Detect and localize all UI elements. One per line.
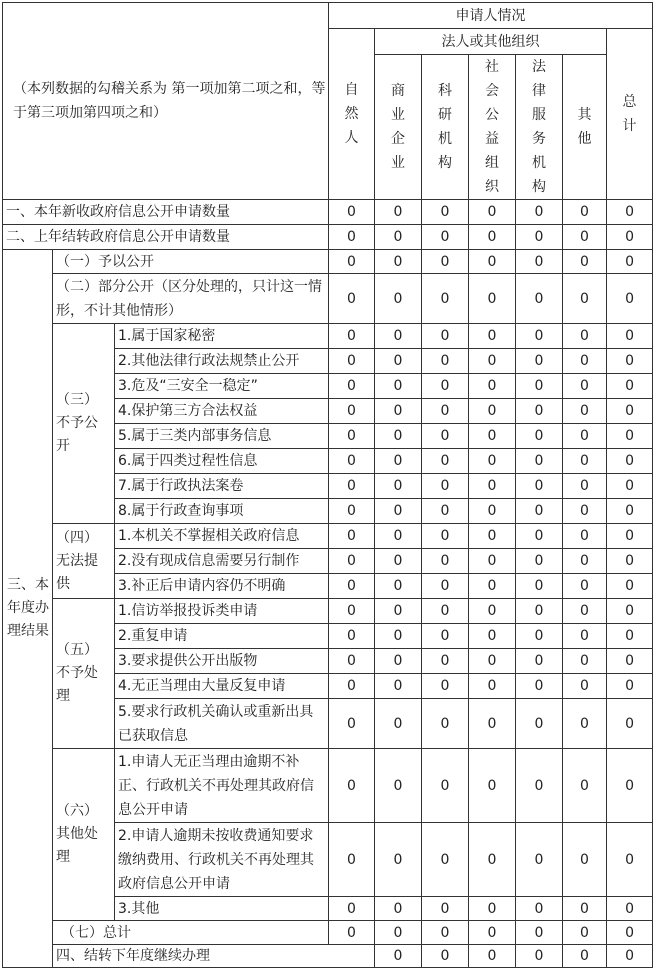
value-cell: 0 bbox=[329, 200, 375, 225]
value-cell: 0 bbox=[375, 424, 422, 449]
value-cell: 0 bbox=[516, 374, 563, 399]
table-row bbox=[3, 200, 653, 225]
value-cell: 0 bbox=[469, 674, 516, 699]
item-label: 4.无正当理由大量反复申请 bbox=[115, 674, 329, 699]
value-cell: 0 bbox=[607, 674, 653, 699]
value-cell: 0 bbox=[516, 897, 563, 921]
value-cell: 0 bbox=[563, 945, 607, 968]
value-cell: 0 bbox=[607, 225, 653, 250]
value-cell: 0 bbox=[375, 699, 422, 749]
value-cell: 0 bbox=[329, 374, 375, 399]
value-cell: 0 bbox=[469, 749, 516, 823]
value-cell: 0 bbox=[375, 374, 422, 399]
value-cell: 0 bbox=[607, 324, 653, 349]
value-cell: 0 bbox=[563, 349, 607, 374]
section-processing-results: 三、本年度办理结果 bbox=[3, 250, 53, 968]
item-label: 2.其他法律行政法规禁止公开 bbox=[115, 349, 329, 374]
item-label: 7.属于行政执法案卷 bbox=[115, 474, 329, 499]
value-cell: 0 bbox=[563, 424, 607, 449]
value-cell: 0 bbox=[375, 399, 422, 424]
item-label: 1.信访举报投诉类申请 bbox=[115, 599, 329, 624]
value-cell: 0 bbox=[563, 599, 607, 624]
value-cell: 0 bbox=[422, 424, 469, 449]
value-cell: 0 bbox=[563, 474, 607, 499]
value-cell: 0 bbox=[607, 399, 653, 424]
value-cell: 0 bbox=[329, 699, 375, 749]
value-cell: 0 bbox=[607, 250, 653, 274]
value-cell: 0 bbox=[422, 574, 469, 599]
value-cell: 0 bbox=[516, 399, 563, 424]
item-label: 4.保护第三方合法权益 bbox=[115, 399, 329, 424]
value-cell: 0 bbox=[607, 897, 653, 921]
value-cell: 0 bbox=[516, 549, 563, 574]
value-cell: 0 bbox=[329, 274, 375, 324]
value-cell: 0 bbox=[422, 749, 469, 823]
table-row bbox=[3, 225, 653, 250]
value-cell: 0 bbox=[375, 499, 422, 524]
value-cell: 0 bbox=[375, 897, 422, 921]
value-cell: 0 bbox=[516, 225, 563, 250]
value-cell: 0 bbox=[422, 250, 469, 274]
value-cell: 0 bbox=[516, 823, 563, 897]
value-cell: 0 bbox=[469, 424, 516, 449]
value-cell: 0 bbox=[516, 449, 563, 474]
item-label: 5.属于三类内部事务信息 bbox=[115, 424, 329, 449]
value-cell: 0 bbox=[329, 349, 375, 374]
item-label: 2.没有现成信息需要另行制作 bbox=[115, 549, 329, 574]
value-cell: 0 bbox=[563, 574, 607, 599]
item-label: 3.危及“三安全一稳定” bbox=[115, 374, 329, 399]
value-cell: 0 bbox=[422, 699, 469, 749]
value-cell: 0 bbox=[329, 449, 375, 474]
value-cell: 0 bbox=[563, 399, 607, 424]
value-cell: 0 bbox=[375, 250, 422, 274]
value-cell: 0 bbox=[607, 945, 653, 968]
value-cell: 0 bbox=[329, 624, 375, 649]
value-cell: 0 bbox=[375, 549, 422, 574]
value-cell: 0 bbox=[422, 649, 469, 674]
value-cell: 0 bbox=[329, 474, 375, 499]
calculation-note: （本列数据的勾稽关系为 第一项加第二项之和，等于第三项加第四项之和） bbox=[3, 3, 329, 200]
value-cell: 0 bbox=[607, 749, 653, 823]
section-carry-forward: 四、结转下年度继续办理 bbox=[53, 945, 375, 968]
value-cell: 0 bbox=[329, 649, 375, 674]
value-cell: 0 bbox=[422, 449, 469, 474]
value-cell: 0 bbox=[329, 823, 375, 897]
value-cell: 0 bbox=[469, 274, 516, 324]
value-cell: 0 bbox=[422, 474, 469, 499]
value-cell: 0 bbox=[422, 349, 469, 374]
value-cell: 0 bbox=[329, 599, 375, 624]
value-cell: 0 bbox=[516, 649, 563, 674]
value-cell: 0 bbox=[516, 424, 563, 449]
value-cell: 0 bbox=[516, 624, 563, 649]
value-cell: 0 bbox=[329, 250, 375, 274]
value-cell: 0 bbox=[329, 749, 375, 823]
value-cell: 0 bbox=[329, 524, 375, 549]
table-row bbox=[3, 324, 653, 349]
group-not-disclosed: （三）不予公开 bbox=[53, 324, 115, 524]
value-cell: 0 bbox=[563, 549, 607, 574]
group-subtotal: （七）总计 bbox=[53, 921, 329, 945]
value-cell: 0 bbox=[563, 624, 607, 649]
value-cell: 0 bbox=[563, 897, 607, 921]
value-cell: 0 bbox=[329, 424, 375, 449]
table-row bbox=[3, 749, 653, 823]
col-total: 总计 bbox=[607, 29, 653, 200]
value-cell: 0 bbox=[516, 349, 563, 374]
value-cell: 0 bbox=[607, 649, 653, 674]
value-cell: 0 bbox=[375, 200, 422, 225]
value-cell: 0 bbox=[469, 374, 516, 399]
item-label: 5.要求行政机关确认或重新出具已获取信息 bbox=[115, 699, 329, 749]
value-cell: 0 bbox=[469, 897, 516, 921]
value-cell: 0 bbox=[422, 945, 469, 968]
value-cell: 0 bbox=[607, 499, 653, 524]
section-new-requests: 一、本年新收政府信息公开申请数量 bbox=[3, 200, 329, 225]
group-not-processed: （五）不予处理 bbox=[53, 599, 115, 749]
value-cell: 0 bbox=[563, 250, 607, 274]
value-cell: 0 bbox=[329, 897, 375, 921]
value-cell: 0 bbox=[607, 449, 653, 474]
item-label: 3.要求提供公开出版物 bbox=[115, 649, 329, 674]
value-cell: 0 bbox=[422, 921, 469, 945]
value-cell: 0 bbox=[469, 524, 516, 549]
value-cell: 0 bbox=[563, 449, 607, 474]
col-legal-service: 法律服务机构 bbox=[516, 55, 563, 200]
value-cell: 0 bbox=[607, 921, 653, 945]
value-cell: 0 bbox=[469, 921, 516, 945]
col-natural-person: 自然人 bbox=[329, 29, 375, 200]
value-cell: 0 bbox=[469, 599, 516, 624]
value-cell: 0 bbox=[422, 549, 469, 574]
item-label: 8.属于行政查询事项 bbox=[115, 499, 329, 524]
value-cell: 0 bbox=[607, 524, 653, 549]
value-cell: 0 bbox=[422, 823, 469, 897]
value-cell: 0 bbox=[422, 599, 469, 624]
value-cell: 0 bbox=[329, 324, 375, 349]
item-label: 2.申请人逾期未按收费通知要求缴纳费用、行政机关不再处理其政府信息公开申请 bbox=[115, 823, 329, 897]
value-cell: 0 bbox=[516, 250, 563, 274]
value-cell: 0 bbox=[375, 274, 422, 324]
value-cell: 0 bbox=[607, 823, 653, 897]
value-cell: 0 bbox=[607, 549, 653, 574]
value-cell: 0 bbox=[563, 200, 607, 225]
value-cell: 0 bbox=[469, 474, 516, 499]
item-label: 3.其他 bbox=[115, 897, 329, 921]
value-cell: 0 bbox=[469, 449, 516, 474]
value-cell: 0 bbox=[375, 823, 422, 897]
value-cell: 0 bbox=[516, 474, 563, 499]
value-cell: 0 bbox=[375, 349, 422, 374]
value-cell: 0 bbox=[607, 474, 653, 499]
value-cell: 0 bbox=[516, 945, 563, 968]
value-cell: 0 bbox=[329, 921, 375, 945]
value-cell: 0 bbox=[329, 674, 375, 699]
value-cell: 0 bbox=[422, 674, 469, 699]
value-cell: 0 bbox=[563, 374, 607, 399]
value-cell: 0 bbox=[516, 749, 563, 823]
value-cell: 0 bbox=[563, 225, 607, 250]
item-label: 3.补正后申请内容仍不明确 bbox=[115, 574, 329, 599]
value-cell: 0 bbox=[469, 225, 516, 250]
value-cell: 0 bbox=[329, 549, 375, 574]
value-cell: 0 bbox=[607, 424, 653, 449]
value-cell: 0 bbox=[469, 823, 516, 897]
value-cell: 0 bbox=[607, 699, 653, 749]
value-cell: 0 bbox=[422, 499, 469, 524]
table-row bbox=[3, 524, 653, 549]
value-cell: 0 bbox=[422, 225, 469, 250]
value-cell: 0 bbox=[375, 649, 422, 674]
value-cell: 0 bbox=[422, 200, 469, 225]
value-cell: 0 bbox=[469, 624, 516, 649]
col-commercial: 商业企业 bbox=[375, 55, 422, 200]
value-cell: 0 bbox=[563, 823, 607, 897]
value-cell: 0 bbox=[329, 574, 375, 599]
value-cell: 0 bbox=[516, 200, 563, 225]
col-other: 其他 bbox=[563, 55, 607, 200]
value-cell: 0 bbox=[375, 324, 422, 349]
value-cell: 0 bbox=[422, 374, 469, 399]
value-cell: 0 bbox=[516, 274, 563, 324]
value-cell: 0 bbox=[563, 274, 607, 324]
value-cell: 0 bbox=[422, 524, 469, 549]
value-cell: 0 bbox=[607, 624, 653, 649]
group-unable-to-provide: （四）无法提供 bbox=[53, 524, 115, 599]
value-cell: 0 bbox=[469, 499, 516, 524]
value-cell: 0 bbox=[563, 324, 607, 349]
value-cell: 0 bbox=[607, 200, 653, 225]
value-cell: 0 bbox=[469, 200, 516, 225]
table-row bbox=[3, 921, 653, 945]
value-cell: 0 bbox=[516, 524, 563, 549]
value-cell: 0 bbox=[375, 599, 422, 624]
value-cell: 0 bbox=[469, 649, 516, 674]
value-cell: 0 bbox=[607, 574, 653, 599]
legal-or-other-org-header: 法人或其他组织 bbox=[375, 29, 607, 55]
table-row bbox=[3, 250, 653, 274]
value-cell: 0 bbox=[607, 599, 653, 624]
value-cell: 0 bbox=[422, 399, 469, 424]
value-cell: 0 bbox=[375, 624, 422, 649]
value-cell: 0 bbox=[469, 250, 516, 274]
value-cell: 0 bbox=[607, 374, 653, 399]
group-disclosed: （一）予以公开 bbox=[53, 250, 329, 274]
value-cell: 0 bbox=[375, 945, 422, 968]
item-label: 2.重复申请 bbox=[115, 624, 329, 649]
value-cell: 0 bbox=[375, 921, 422, 945]
table-row bbox=[3, 945, 653, 968]
value-cell: 0 bbox=[563, 649, 607, 674]
value-cell: 0 bbox=[375, 749, 422, 823]
value-cell: 0 bbox=[516, 599, 563, 624]
item-label: 1.属于国家秘密 bbox=[115, 324, 329, 349]
value-cell: 0 bbox=[516, 674, 563, 699]
disclosure-statistics-table bbox=[2, 2, 653, 968]
value-cell: 0 bbox=[375, 449, 422, 474]
value-cell: 0 bbox=[422, 274, 469, 324]
value-cell: 0 bbox=[329, 399, 375, 424]
col-social-welfare: 社会公益组织 bbox=[469, 55, 516, 200]
table-row bbox=[3, 599, 653, 624]
item-label: 1.申请人无正当理由逾期不补正、行政机关不再处理其政府信息公开申请 bbox=[115, 749, 329, 823]
value-cell: 0 bbox=[607, 274, 653, 324]
value-cell: 0 bbox=[563, 749, 607, 823]
group-other-processing: （六）其他处理 bbox=[53, 749, 115, 921]
value-cell: 0 bbox=[375, 574, 422, 599]
value-cell: 0 bbox=[516, 921, 563, 945]
value-cell: 0 bbox=[563, 524, 607, 549]
value-cell: 0 bbox=[516, 499, 563, 524]
value-cell: 0 bbox=[375, 524, 422, 549]
value-cell: 0 bbox=[469, 399, 516, 424]
value-cell: 0 bbox=[422, 624, 469, 649]
value-cell: 0 bbox=[422, 324, 469, 349]
value-cell: 0 bbox=[469, 324, 516, 349]
item-label: 6.属于四类过程性信息 bbox=[115, 449, 329, 474]
value-cell: 0 bbox=[375, 474, 422, 499]
value-cell: 0 bbox=[329, 225, 375, 250]
value-cell: 0 bbox=[563, 921, 607, 945]
section-carried-over: 二、上年结转政府信息公开申请数量 bbox=[3, 225, 329, 250]
value-cell: 0 bbox=[469, 549, 516, 574]
table-row bbox=[3, 274, 653, 324]
col-research: 科研机构 bbox=[422, 55, 469, 200]
item-label: 1.本机关不掌握相关政府信息 bbox=[115, 524, 329, 549]
value-cell: 0 bbox=[516, 324, 563, 349]
value-cell: 0 bbox=[469, 699, 516, 749]
value-cell: 0 bbox=[516, 574, 563, 599]
value-cell: 0 bbox=[469, 574, 516, 599]
value-cell: 0 bbox=[422, 897, 469, 921]
value-cell: 0 bbox=[607, 349, 653, 374]
value-cell: 0 bbox=[375, 225, 422, 250]
applicant-info-header: 申请人情况 bbox=[329, 3, 653, 29]
value-cell: 0 bbox=[516, 699, 563, 749]
value-cell: 0 bbox=[563, 499, 607, 524]
value-cell: 0 bbox=[563, 699, 607, 749]
value-cell: 0 bbox=[329, 499, 375, 524]
value-cell: 0 bbox=[469, 945, 516, 968]
group-partially-disclosed: （二）部分公开（区分处理的，只计这一情形，不计其他情形） bbox=[53, 274, 329, 324]
value-cell: 0 bbox=[375, 674, 422, 699]
value-cell: 0 bbox=[563, 674, 607, 699]
value-cell: 0 bbox=[469, 349, 516, 374]
